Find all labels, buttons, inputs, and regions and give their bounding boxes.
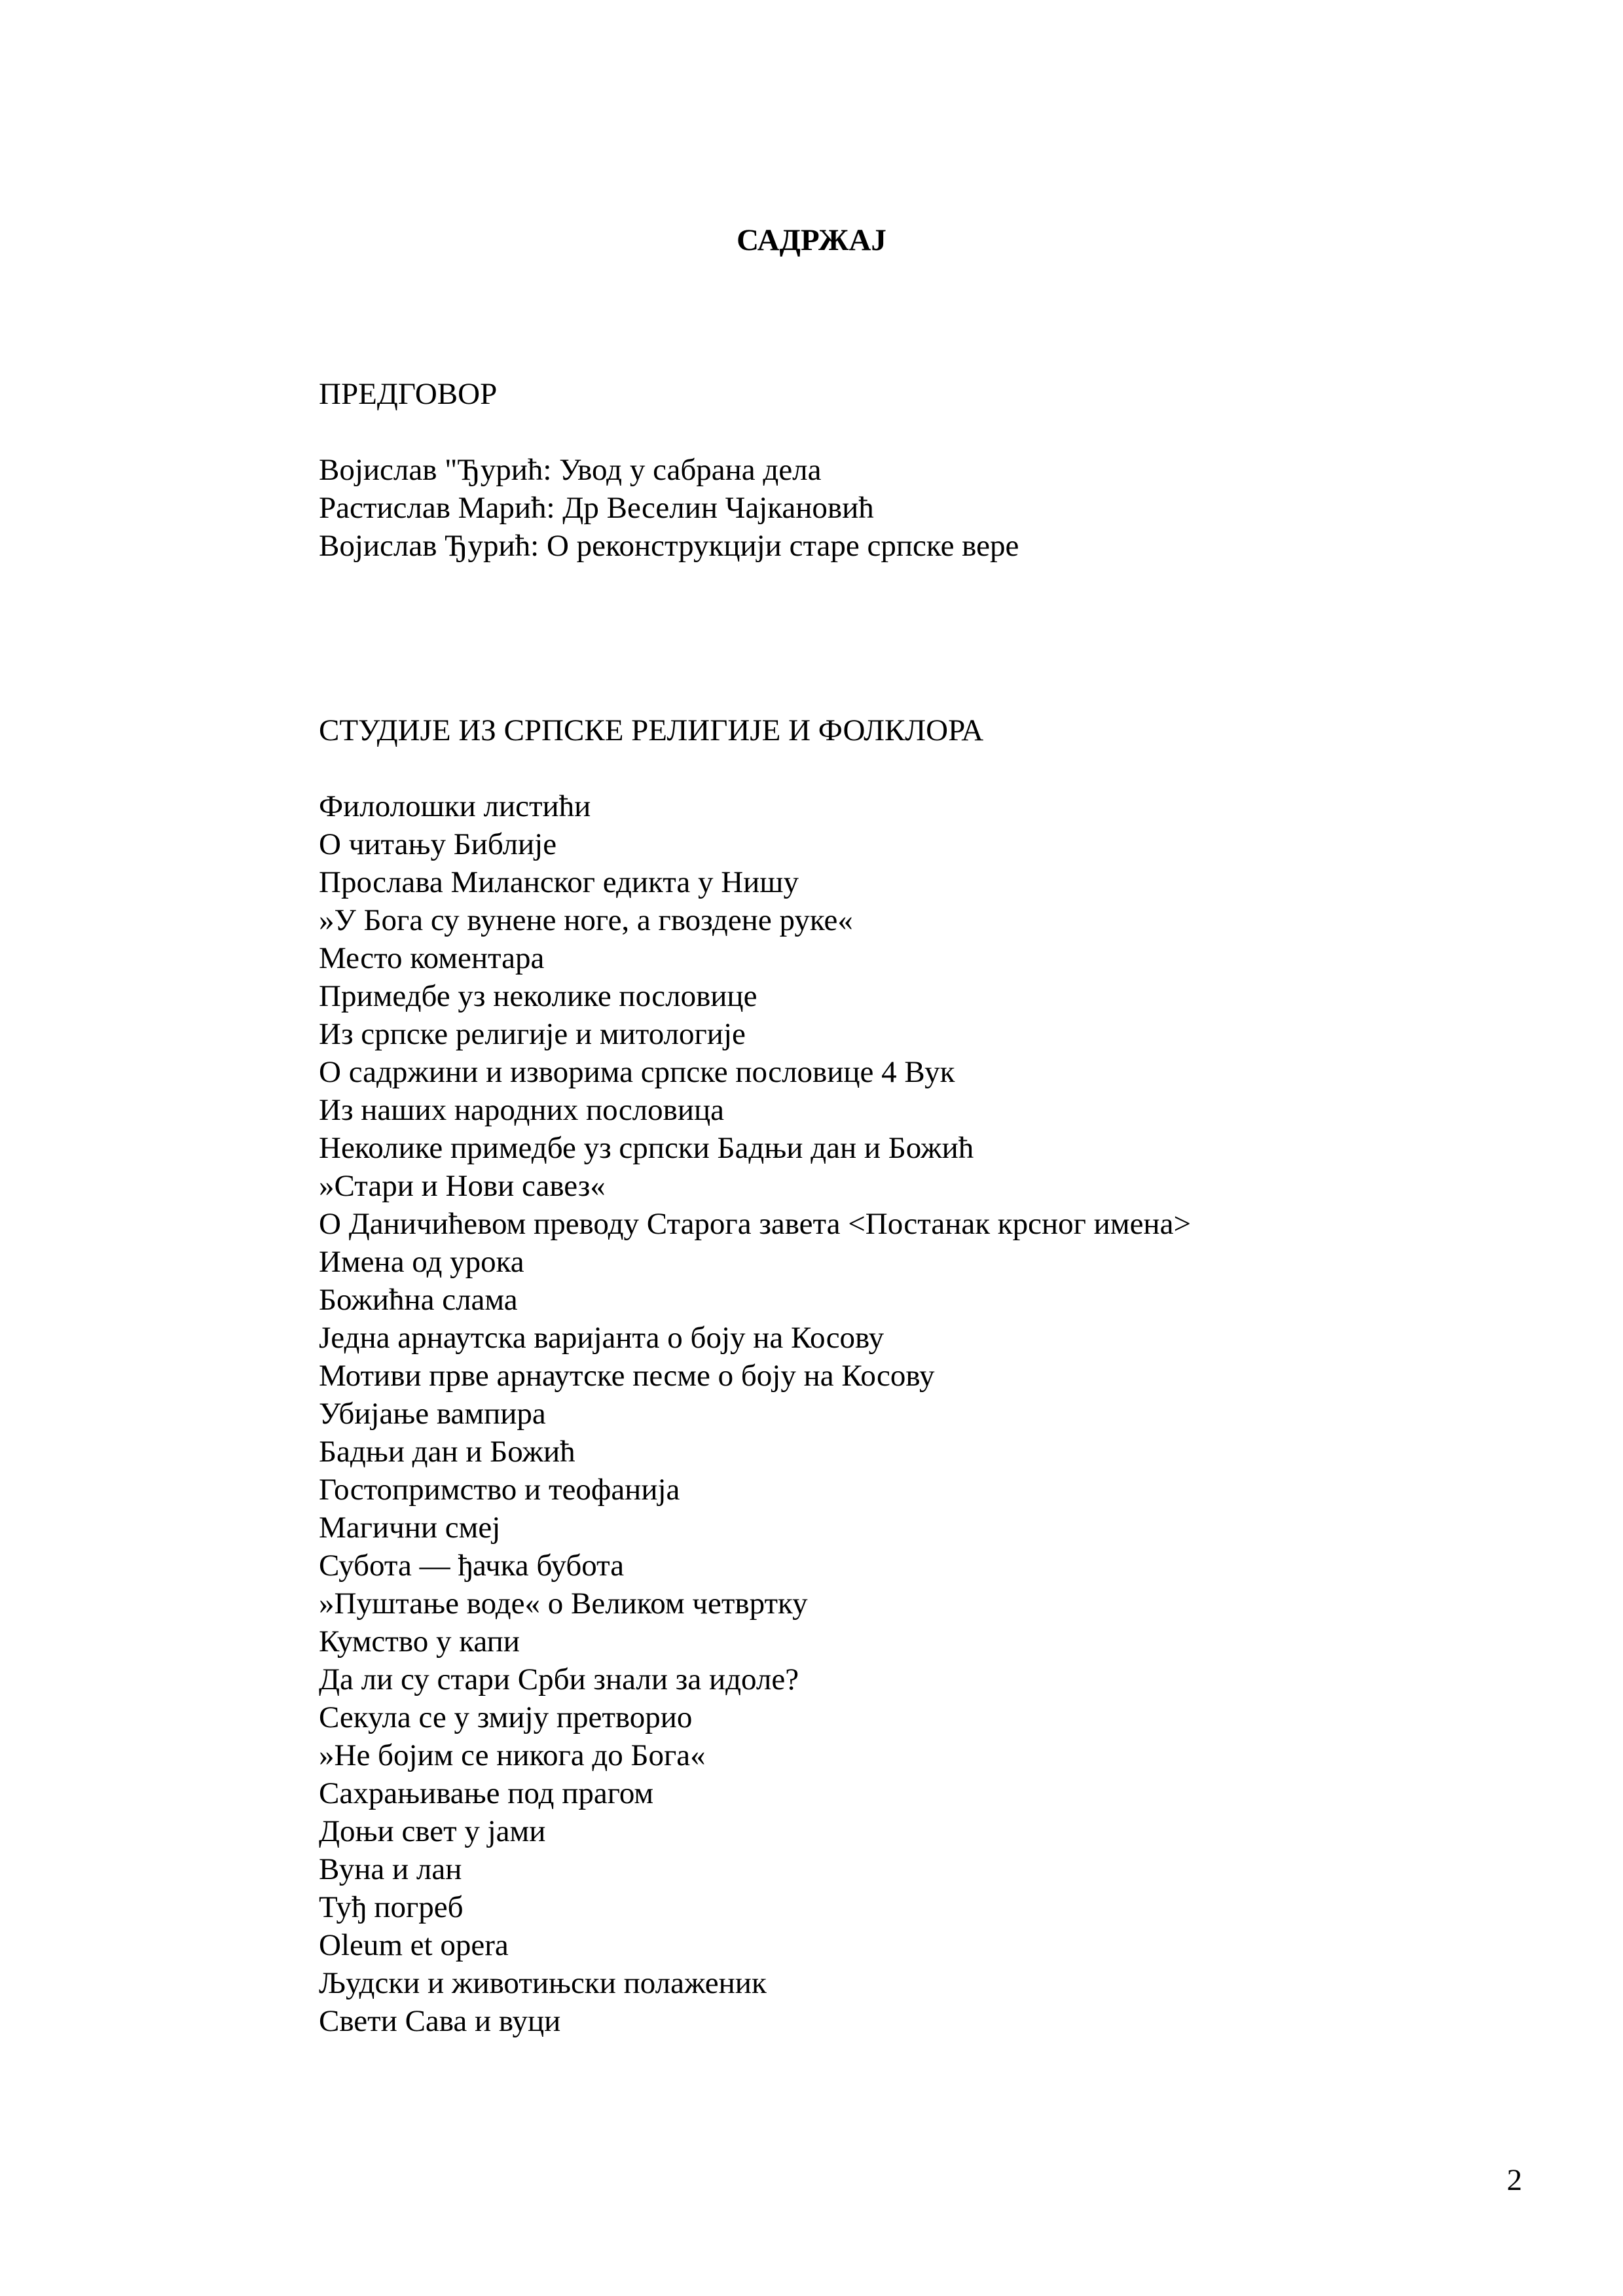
toc-entry: Секула се у змију претворио bbox=[319, 1700, 693, 1734]
page-title: САДРЖАЈ bbox=[737, 223, 886, 257]
toc-entry: Субота — ђачка бубота bbox=[319, 1549, 625, 1583]
toc-entry: Магични смеј bbox=[319, 1511, 501, 1545]
toc-entry: »У Бога су вунене ноге, а гвоздене руке« bbox=[319, 903, 853, 937]
section-heading-studies: СТУДИЈЕ ИЗ СРПСКЕ РЕЛИГИЈЕ И ФОЛКЛОРА bbox=[319, 713, 984, 747]
toc-entry: Војислав Ђурић: О реконструкцији старе српске вере bbox=[319, 529, 1019, 563]
toc-entry: Вуна и лан bbox=[319, 1852, 462, 1886]
studies-entry-list bbox=[319, 787, 1191, 2040]
toc-entry: Кумство у капи bbox=[319, 1624, 520, 1659]
toc-entry: Доњи свет у јами bbox=[319, 1814, 546, 1848]
toc-entry: »Не бојим се никога до Бога« bbox=[319, 1738, 706, 1772]
toc-entry: О Даничићевом преводу Старога завета <Постанак крсног имена> bbox=[319, 1207, 1191, 1241]
toc-entry: Из наших народних пословица bbox=[319, 1093, 724, 1127]
toc-entry: Примедбе уз неколике пословице bbox=[319, 979, 757, 1013]
toc-entry: О читању Библије bbox=[319, 827, 557, 861]
section-heading-preface: ПРЕДГОВОР bbox=[319, 377, 498, 411]
toc-entry: Неколике примедбе уз српски Бадњи дан и Божић bbox=[319, 1131, 974, 1165]
page-number: 2 bbox=[1506, 2163, 1522, 2197]
toc-entry: Људски и животињски полаженик bbox=[319, 1966, 767, 2000]
toc-entry: Сахрањивање под прагом bbox=[319, 1776, 654, 1810]
toc-entry: Мотиви прве арнаутске песме о боју на Косову bbox=[319, 1359, 935, 1393]
toc-entry: Гостопримство и теофанија bbox=[319, 1473, 680, 1507]
toc-entry: Једна арнаутска варијанта о боју на Косову bbox=[319, 1321, 884, 1355]
toc-entry: Имена од урока bbox=[319, 1245, 524, 1279]
toc-entry: Oleum et opera bbox=[319, 1928, 509, 1962]
toc-entry: Убијање вампира bbox=[319, 1397, 546, 1431]
toc-entry: Место коментара bbox=[319, 941, 545, 975]
toc-entry: Војислав "Ђурић: Увод у сабрана дела bbox=[319, 453, 822, 487]
toc-entry: Божићна слама bbox=[319, 1283, 518, 1317]
toc-entry: »Пуштање воде« о Великом четвртку bbox=[319, 1587, 808, 1621]
toc-entry: Свети Сава и вуци bbox=[319, 2004, 561, 2038]
toc-entry: Бадњи дан и Божић bbox=[319, 1435, 575, 1469]
toc-entry: Филолошки листићи bbox=[319, 789, 591, 823]
toc-entry: »Стари и Нови савез« bbox=[319, 1169, 606, 1203]
toc-entry: Растислав Марић: Др Веселин Чајкановић bbox=[319, 491, 874, 525]
toc-entry: Да ли су стари Срби знали за идоле? bbox=[319, 1662, 799, 1696]
preface-entry-list bbox=[319, 451, 1019, 565]
toc-entry: О садржини и изворима српске пословице 4 Вук bbox=[319, 1055, 955, 1089]
toc-entry: Туђ погреб bbox=[319, 1890, 464, 1924]
toc-entry: Прослава Миланског едикта у Нишу bbox=[319, 865, 799, 899]
toc-entry: Из српске религије и митологије bbox=[319, 1017, 746, 1051]
